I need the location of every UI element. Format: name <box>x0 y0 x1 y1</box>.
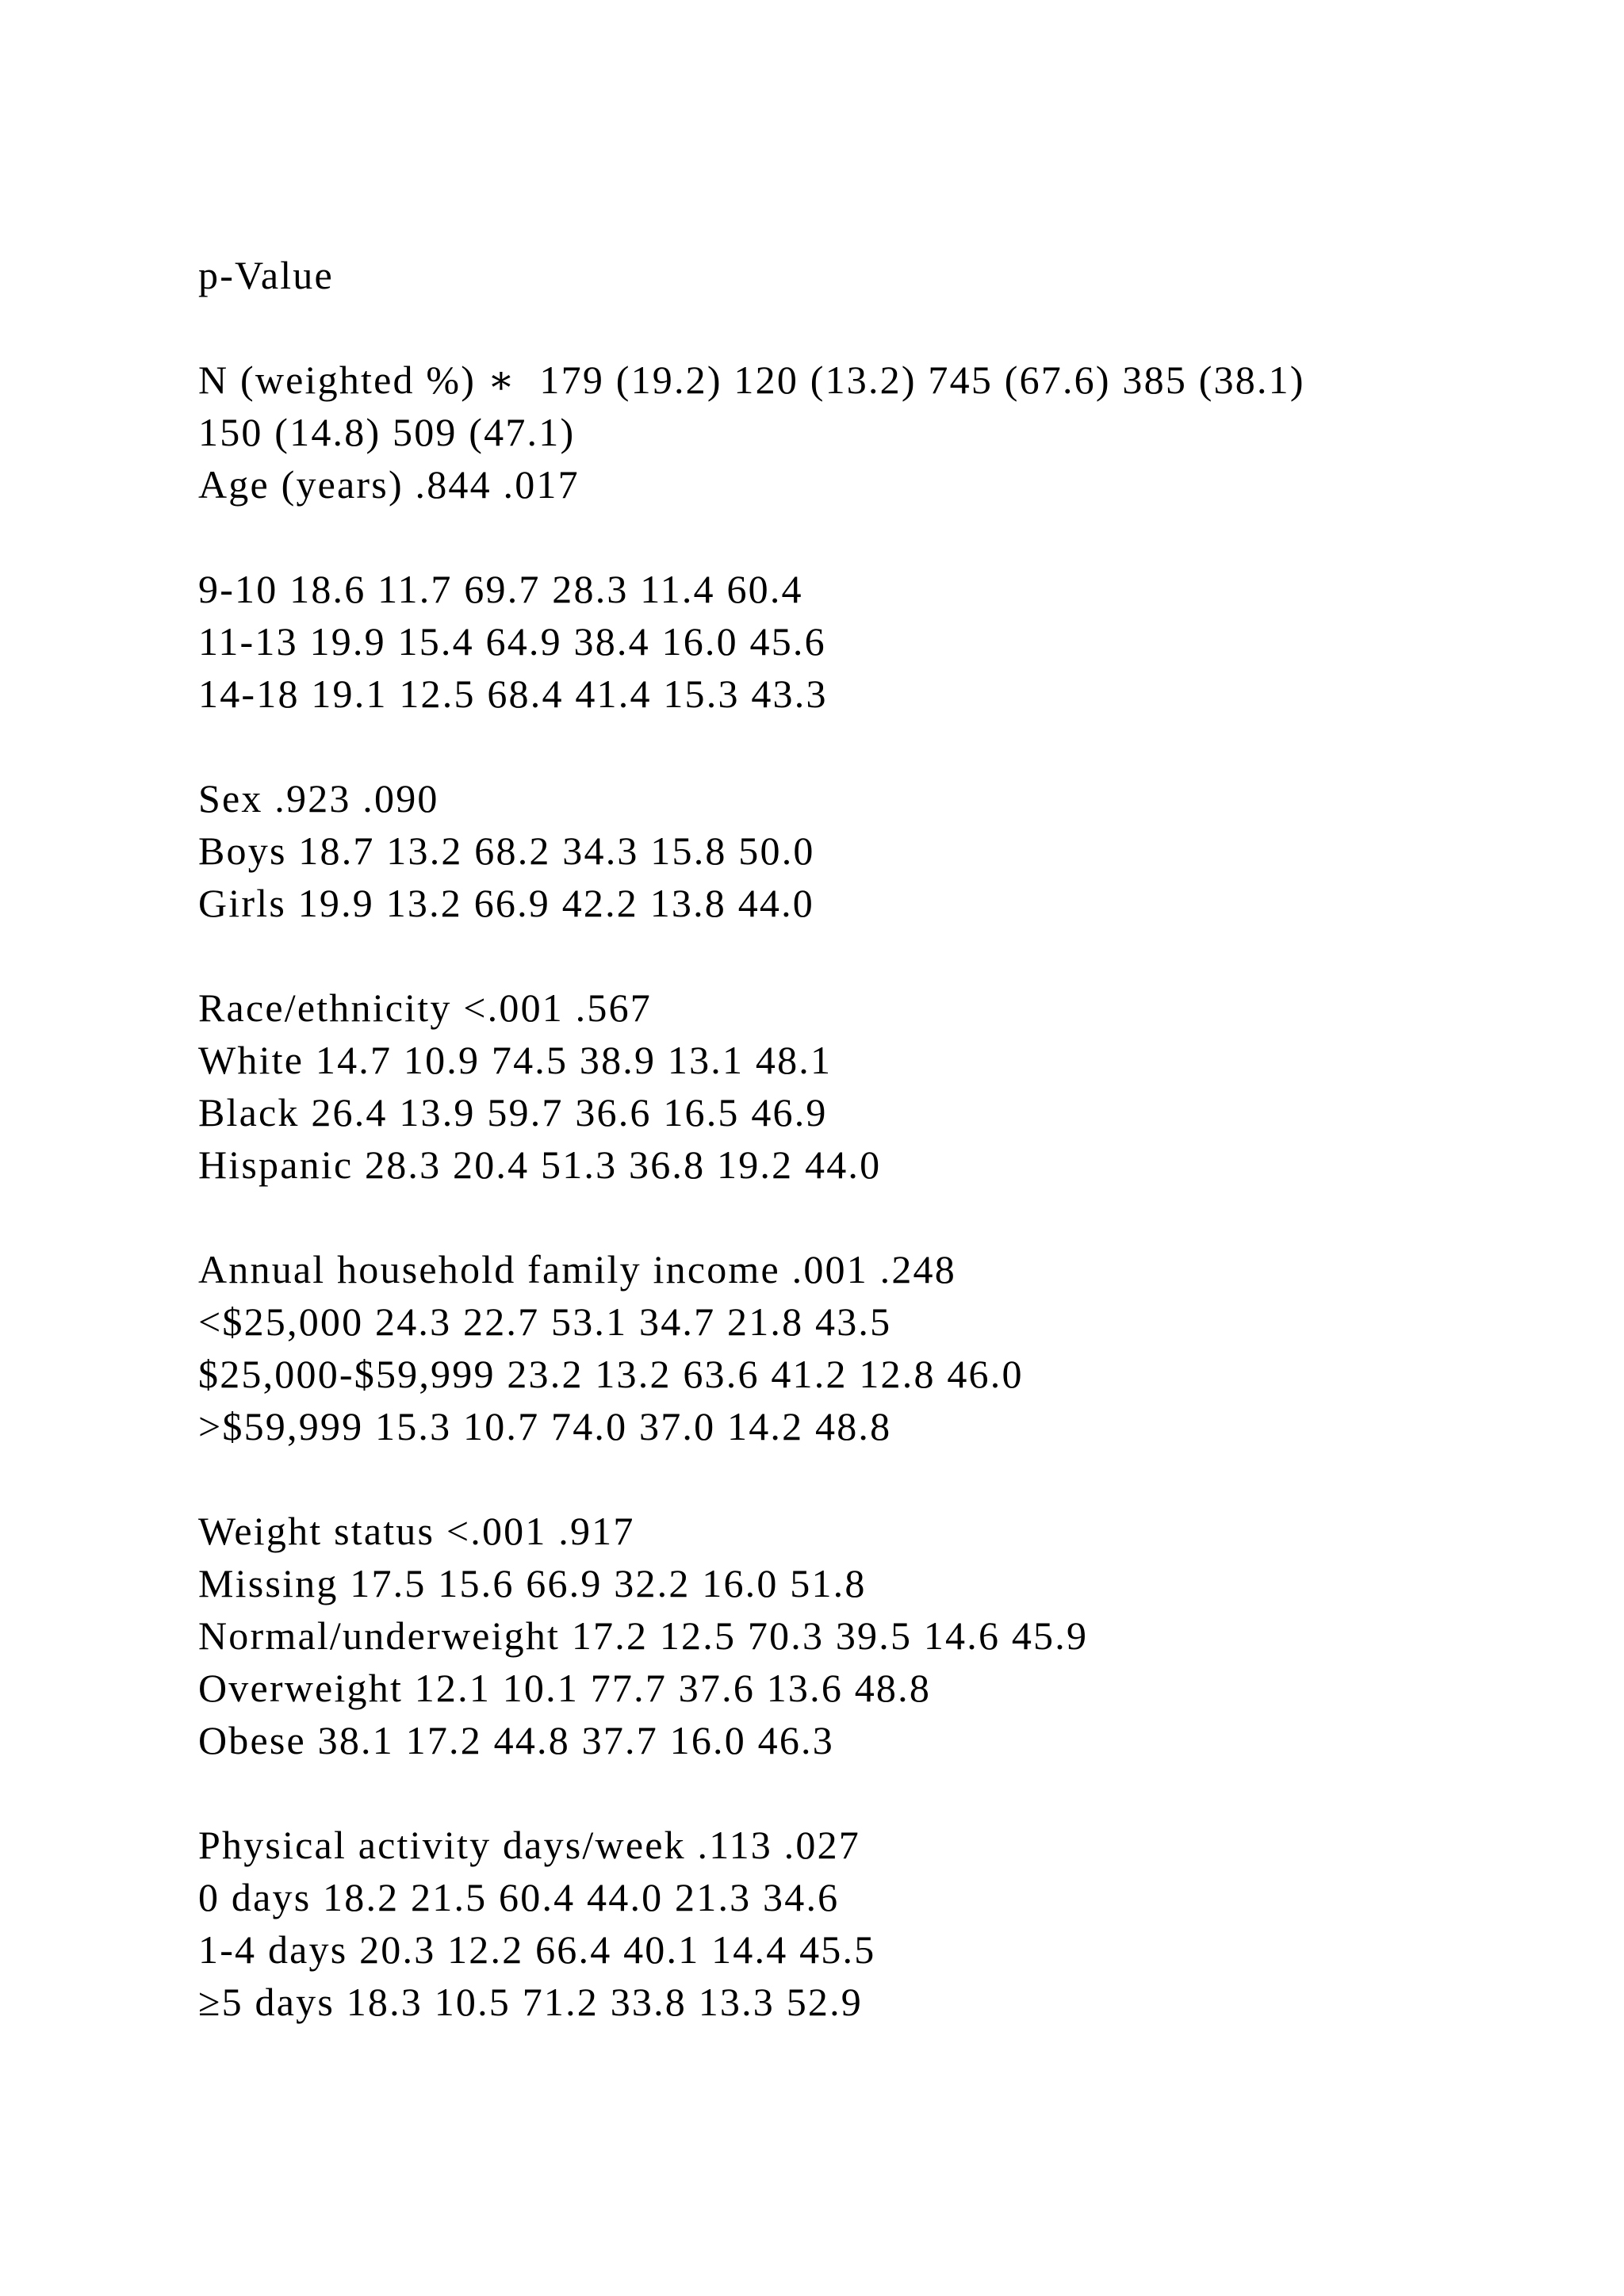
text-line-21: <$25,000 24.3 22.7 53.1 34.7 21.8 43.5 <box>198 1299 892 1344</box>
text-line-7: 9-10 18.6 11.7 69.7 28.3 11.4 60.4 <box>198 567 803 611</box>
text-line-29: Obese 38.1 17.2 44.8 37.7 16.0 46.3 <box>198 1718 834 1762</box>
text-line-8: 11-13 19.9 15.4 64.9 38.4 16.0 45.6 <box>198 619 826 664</box>
text-line-3: N (weighted %) ∗ 179 (19.2) 120 (13.2) 745 (67.6) 385 (38.1) <box>198 358 1305 402</box>
text-line-5: Age (years) .844 .017 <box>198 462 580 507</box>
text-line-27: Normal/underweight 17.2 12.5 70.3 39.5 14.6 45.9 <box>198 1613 1089 1658</box>
text-line-11: Sex .923 .090 <box>198 776 439 821</box>
text-line-28: Overweight 12.1 10.1 77.7 37.6 13.6 48.8 <box>198 1666 932 1710</box>
text-line-22: $25,000-$59,999 23.2 13.2 63.6 41.2 12.8 46.0 <box>198 1352 1024 1396</box>
text-line-32: 0 days 18.2 21.5 60.4 44.0 21.3 34.6 <box>198 1875 840 1919</box>
text-line-13: Girls 19.9 13.2 66.9 42.2 13.8 44.0 <box>198 881 814 925</box>
text-line-12: Boys 18.7 13.2 68.2 34.3 15.8 50.0 <box>198 828 815 873</box>
text-line-9: 14-18 19.1 12.5 68.4 41.4 15.3 43.3 <box>198 672 828 716</box>
text-line-17: Black 26.4 13.9 59.7 36.6 16.5 46.9 <box>198 1090 828 1135</box>
text-line-26: Missing 17.5 15.6 66.9 32.2 16.0 51.8 <box>198 1561 867 1605</box>
text-line-33: 1-4 days 20.3 12.2 66.4 40.1 14.4 45.5 <box>198 1927 876 1972</box>
text-line-23: >$59,999 15.3 10.7 74.0 37.0 14.2 48.8 <box>198 1404 892 1448</box>
text-line-34: ≥5 days 18.3 10.5 71.2 33.8 13.3 52.9 <box>198 1980 863 2024</box>
text-line-1: p-Value <box>198 253 334 297</box>
text-line-20: Annual household family income .001 .248 <box>198 1247 956 1292</box>
text-line-4: 150 (14.8) 509 (47.1) <box>198 410 576 454</box>
text-line-16: White 14.7 10.9 74.5 38.9 13.1 48.1 <box>198 1038 833 1082</box>
text-line-31: Physical activity days/week .113 .027 <box>198 1823 860 1867</box>
text-line-25: Weight status <.001 .917 <box>198 1509 635 1553</box>
text-line-15: Race/ethnicity <.001 .567 <box>198 985 652 1030</box>
text-line-18: Hispanic 28.3 20.4 51.3 36.8 19.2 44.0 <box>198 1142 882 1187</box>
